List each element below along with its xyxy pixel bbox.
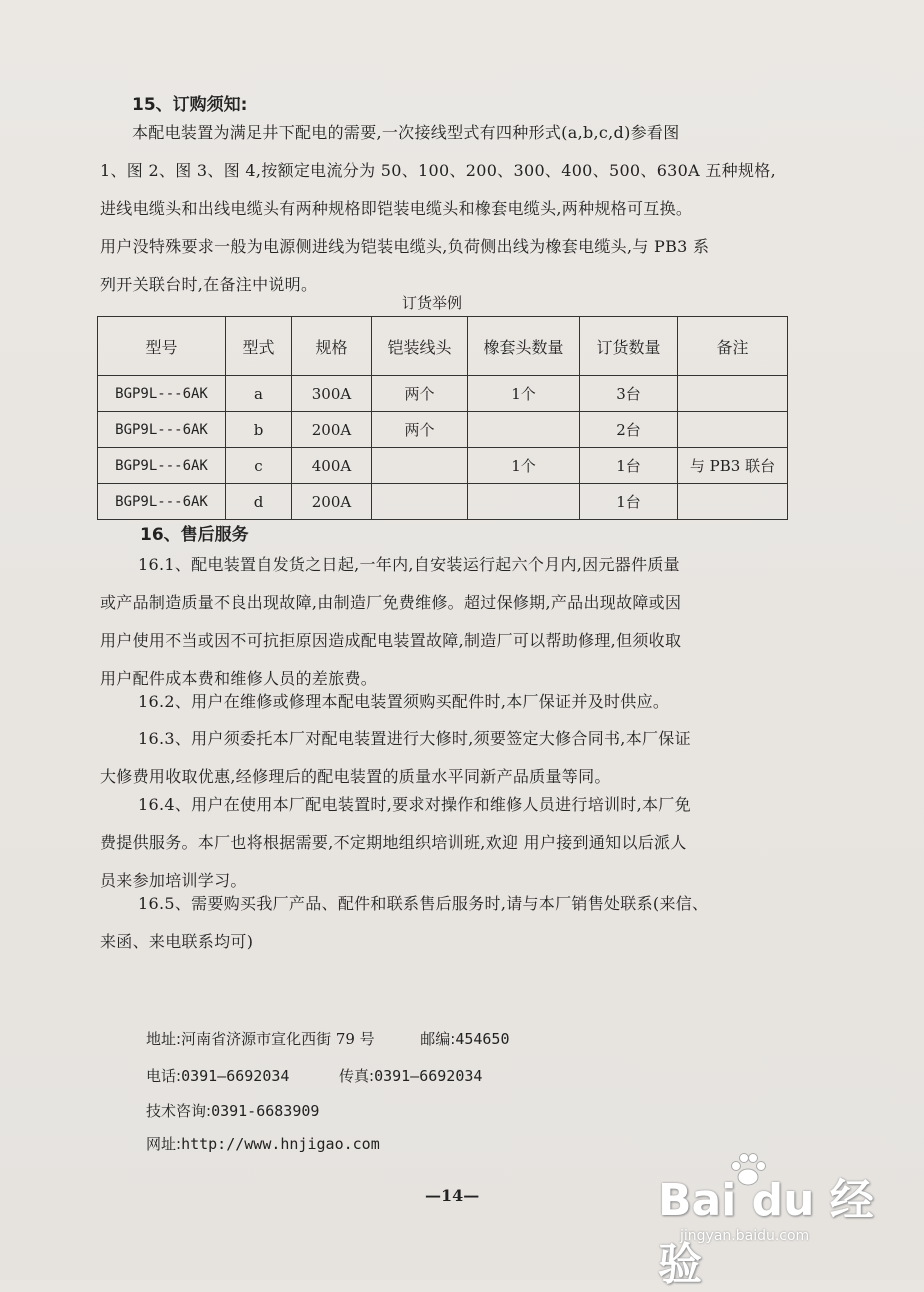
section-16-para-5 bbox=[100, 885, 708, 961]
table-cell: 1个 bbox=[468, 448, 580, 484]
support-label: 技术咨询: bbox=[146, 1102, 212, 1120]
paragraph-line: 本配电装置为满足井下配电的需要,一次接线型式有四种形式(a,b,c,d)参看图 bbox=[132, 123, 680, 142]
table-header-cell: 型式 bbox=[226, 317, 292, 376]
watermark-url: jingyan.baidu.com bbox=[680, 1228, 810, 1244]
postcode-label: 邮编: bbox=[420, 1030, 456, 1048]
paragraph-line: 用户配件成本费和维修人员的差旅费。 bbox=[100, 669, 378, 688]
table-cell: 2台 bbox=[580, 412, 678, 448]
table-cell bbox=[678, 484, 788, 520]
order-example-table bbox=[97, 316, 788, 520]
table-cell: 与 PB3 联台 bbox=[678, 448, 788, 484]
watermark-brand: Bai du 经验 bbox=[658, 1175, 874, 1290]
table-cell: 300A bbox=[292, 376, 372, 412]
table-row bbox=[98, 484, 788, 520]
table-cell bbox=[678, 412, 788, 448]
table-cell: 两个 bbox=[372, 376, 468, 412]
paragraph-line: 16.1、配电装置自发货之日起,一年内,自安装运行起六个月内,因元器件质量 bbox=[138, 555, 680, 574]
table-cell: a bbox=[226, 376, 292, 412]
section-16-para-4 bbox=[100, 786, 691, 900]
table-header-cell: 铠装线头 bbox=[372, 317, 468, 376]
table-cell: 200A bbox=[292, 484, 372, 520]
support-line bbox=[146, 1100, 319, 1121]
address-value: 河南省济源市宣化西街 79 号 bbox=[181, 1030, 375, 1048]
paragraph-line: 员来参加培训学习。 bbox=[100, 871, 247, 890]
table-cell: 1台 bbox=[580, 484, 678, 520]
paragraph-line: 费提供服务。本厂也将根据需要,不定期地组织培训班,欢迎 用户接到通知以后派人 bbox=[100, 833, 687, 852]
paragraph-line: 进线电缆头和出线电缆头有两种规格即铠装电缆头和橡套电缆头,两种规格可互换。 bbox=[100, 199, 693, 218]
paragraph-line: 用户没特殊要求一般为电源侧进线为铠装电缆头,负荷侧出线为橡套电缆头,与 PB3 系 bbox=[100, 237, 710, 256]
section-16-title: 16、售后服务 bbox=[140, 525, 249, 545]
section-16-para-3 bbox=[100, 720, 691, 796]
postcode-value: 454650 bbox=[455, 1030, 510, 1048]
paragraph-line: 16.2、用户在维修或修理本配电装置须购买配件时,本厂保证并及时供应。 bbox=[138, 692, 670, 711]
table-header-cell: 规格 bbox=[292, 317, 372, 376]
table-cell: BGP9L---6AK bbox=[98, 412, 226, 448]
table-header-cell: 橡套头数量 bbox=[468, 317, 580, 376]
phone-line bbox=[146, 1065, 482, 1086]
table-caption: 订货举例 bbox=[402, 294, 463, 312]
paragraph-line: 来函、来电联系均可) bbox=[100, 932, 254, 951]
table-cell bbox=[372, 448, 468, 484]
table-cell: b bbox=[226, 412, 292, 448]
table-cell: 400A bbox=[292, 448, 372, 484]
table-cell: 两个 bbox=[372, 412, 468, 448]
page-number: —14— bbox=[425, 1186, 480, 1205]
section-16-para-1 bbox=[100, 546, 681, 698]
table-cell: BGP9L---6AK bbox=[98, 484, 226, 520]
paragraph-line: 用户使用不当或因不可抗拒原因造成配电装置故障,制造厂可以帮助修理,但须收取 bbox=[100, 631, 682, 650]
table-cell: 1台 bbox=[580, 448, 678, 484]
paragraph-line: 16.4、用户在使用本厂配电装置时,要求对操作和维修人员进行培训时,本厂免 bbox=[138, 795, 691, 814]
table-header-cell: 型号 bbox=[98, 317, 226, 376]
website-line bbox=[146, 1133, 380, 1154]
table-cell: 200A bbox=[292, 412, 372, 448]
section-15-text bbox=[100, 114, 776, 304]
phone-label: 电话: bbox=[146, 1067, 182, 1085]
section-16-para-2 bbox=[100, 683, 669, 721]
support-value: 0391-6683909 bbox=[211, 1102, 320, 1120]
paragraph-line: 16.3、用户须委托本厂对配电装置进行大修时,须要签定大修合同书,本厂保证 bbox=[138, 729, 691, 748]
table-cell: BGP9L---6AK bbox=[98, 376, 226, 412]
table-cell: BGP9L---6AK bbox=[98, 448, 226, 484]
phone-value: 0391—6692034 bbox=[181, 1067, 290, 1085]
fax-value: 0391—6692034 bbox=[374, 1067, 483, 1085]
table-cell bbox=[678, 376, 788, 412]
paragraph-line: 16.5、需要购买我厂产品、配件和联系售后服务时,请与本厂销售处联系(来信、 bbox=[138, 894, 709, 913]
table-row bbox=[98, 448, 788, 484]
section-15-title: 15、订购须知: bbox=[132, 95, 248, 115]
address-line bbox=[146, 1028, 510, 1049]
paragraph-line: 或产品制造质量不良出现故障,由制造厂免费维修。超过保修期,产品出现故障或因 bbox=[100, 593, 682, 612]
fax-label: 传真: bbox=[339, 1067, 375, 1085]
table-row bbox=[98, 376, 788, 412]
paragraph-line: 列开关联台时,在备注中说明。 bbox=[100, 275, 318, 294]
table-cell bbox=[468, 484, 580, 520]
table-row bbox=[98, 412, 788, 448]
table-cell: d bbox=[226, 484, 292, 520]
baidu-jingyan-watermark bbox=[650, 1150, 910, 1290]
table-cell: 3台 bbox=[580, 376, 678, 412]
table-header-cell: 订货数量 bbox=[580, 317, 678, 376]
table-cell bbox=[468, 412, 580, 448]
paragraph-line: 大修费用收取优惠,经修理后的配电装置的质量水平同新产品质量等同。 bbox=[100, 767, 611, 786]
paragraph-line: 1、图 2、图 3、图 4,按额定电流分为 50、100、200、300、400、500、630A 五种规格, bbox=[100, 161, 776, 180]
table-cell: c bbox=[226, 448, 292, 484]
table-header-row bbox=[98, 317, 788, 376]
website-link[interactable]: http://www.hnjigao.com bbox=[181, 1135, 380, 1153]
table-cell bbox=[372, 484, 468, 520]
table-header-cell: 备注 bbox=[678, 317, 788, 376]
table-cell: 1个 bbox=[468, 376, 580, 412]
website-label: 网址: bbox=[146, 1135, 182, 1153]
address-label: 地址: bbox=[146, 1030, 182, 1048]
